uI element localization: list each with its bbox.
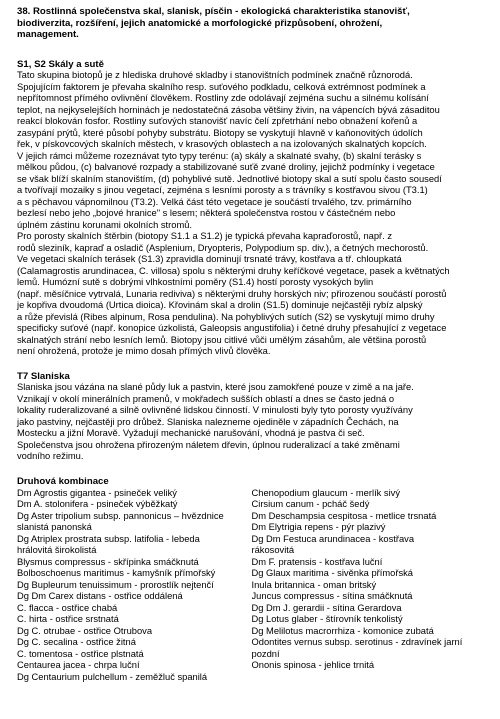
text-line: (Calamagrostis arundinacea, C. villosa) spolu s některými druhy keříčkové vegetace, pasek a květnatých (17, 265, 450, 276)
species-item: pozdní (251, 648, 280, 659)
species-item: Dg Lotus glaber - štírovník tenkolistý (251, 614, 403, 625)
text-line: (např. měsíčnice vytrvalá, Lunaria rediviva) s některými druhy horských niv; přirozenou součástí porostů (17, 288, 447, 299)
text-line: mělkou půdou, (c) balvanové rozpady a stabilizované suťě zvané droliny, jejichž podmínky i vegetace (17, 162, 435, 173)
text-line: bezlesí nebo jeho „bojové hranice" s lesem; některá společenstva rostou v částečném nebo (17, 208, 396, 219)
species-item: slanistá panonská (17, 522, 92, 533)
species-item: Dg Bupleurum tenuissimum - prorostlík nejtenčí (17, 579, 214, 590)
text-line: a tvořívají mozaiky s jinou vegetací, zejména s lesními porosty a s trávníky s kostřavou sivou (T3.1) (17, 185, 428, 196)
section-heading-rocks: S1, S2 Skály a sutě (17, 58, 104, 70)
text-line: lemů. Humózní sutě s dobrými vlhkostními poměry (S1.4) hostí porosty vysokých bylin (17, 277, 374, 288)
text-line: je kopřiva dvoudomá (Urtica dioica). Křovinám skal a drolin (S1.5) dominuje nejčastěji rybíz alpský (17, 300, 423, 311)
section-text-rocks (17, 70, 486, 358)
species-item: Odontites vernus subsp. serotinus - zdravínek jarní (251, 637, 463, 648)
text-line: a s pěchavou vápnomilnou (T3.2). Velká část této vegetace je součástí trvalého, tzv. primárního (17, 196, 412, 207)
species-item: Dg Melilotus macrorrhiza - komonice zubatá (251, 625, 434, 636)
text-line: Tato skupina biotopů je z hlediska druhové skladby i stanovištních podmínek značně různorodá. (17, 70, 413, 81)
spacer (17, 463, 486, 476)
species-item: Dm Deschampsia cespitosa - metlice trsnatá (251, 510, 437, 521)
title-line: management. (17, 29, 79, 41)
text-line: Ve vegetaci skalních terásek (S1.3) zpravidla dominují trsnaté trávy, kostřava a tř. chloupkatá (17, 254, 402, 265)
species-item: Dg Dm J. gerardii - sítina Gerardova (251, 602, 402, 613)
text-line: rodů sleziník, kapraď a osladič (Asplenium, Dryopteris, Polypodium sp. div.), a četných mechorostů. (17, 242, 429, 253)
species-item: Dg Centaurium pulchellum - zeměžluč spanilá (17, 671, 208, 682)
species-item: Dg C. secalina - ostřice žitná (17, 637, 136, 648)
species-item: Blysmus compressus - skřípinka smáčknutá (17, 556, 199, 567)
text-line: není ohrožená, protože je mimo dosah přímých vlivů člověka. (17, 346, 271, 357)
species-item: Inula britannica - oman britský (251, 579, 377, 590)
text-line: reakcí blokován fosfor. Rostliny suťových stanovišť navíc čelí zpřetrhání nebo obnažení kořenů a (17, 116, 418, 127)
text-line: Společenstva jsou ohrožena přirozeným náletem dřevin, úplnou ruderalizací a také změnami (17, 439, 400, 450)
species-heading: Druhová kombinace (17, 475, 109, 487)
species-item: Dm Agrostis gigantea - psineček veliký (17, 487, 177, 498)
species-item: Dm A. stolonifera - psineček výběžkatý (17, 499, 178, 510)
species-item: Dm F. pratensis - kostřava luční (251, 556, 383, 567)
text-line: teplot, na nejkyselejších horninách je nedostatečná zásoba většiny živin, na vápencích bývá zásaditou (17, 104, 440, 115)
species-item: Chenopodium glaucum - merlík sivý (251, 487, 401, 498)
text-line: úplném zástinu korunami okolních stromů. (17, 219, 193, 230)
text-line: skalnatých strání nebo lesních lemů. Biotopy jsou citlivé vůči umělým zásahům, ale většina porostů (17, 334, 427, 345)
species-item: Dg Dm Festuca arundinacea - kostřava (251, 533, 415, 544)
species-item: Cirsium canum - pcháč šedý (251, 499, 370, 510)
text-line: Spojujícím faktorem je převaha skalního resp. suťového podkladu, celková extrémnost podmínek a (17, 81, 426, 92)
species-item: C. flacca - ostřice chabá (17, 602, 118, 613)
text-line: a růže převislá (Ribes alpinum, Rosa pendulina). Na pohyblivých sutích (S2) se vyskytují mimo druhy (17, 311, 435, 322)
species-item: Dg Dm Carex distans - ostřice oddálená (17, 591, 183, 602)
text-line: lokality ruderalizované a silně ovlivněné lidskou činností. V minulosti byly tyto porosty využívány (17, 405, 413, 416)
species-column-right (252, 488, 487, 684)
section-heading-salt: T7 Slaniska (17, 370, 70, 382)
species-columns (17, 488, 486, 684)
species-item: Dg C. otrubae - ostřice Otrubova (17, 625, 153, 636)
title-line: biodiverzita, rozšíření, jejich anatomické a morfologické přizpůsobení, ohrožení, (17, 17, 383, 29)
species-column-left (17, 488, 252, 684)
spacer (17, 48, 486, 59)
species-item: hrálovitá širokolistá (17, 545, 97, 556)
species-item: Juncus compressus - sítina smáčknutá (251, 591, 413, 602)
text-line: Mostecku a jižní Moravě. Vyžadují mechanické narušování, vhodná je pastva či seč. (17, 428, 365, 439)
section-text-salt (17, 382, 486, 463)
species-item: Dg Atriplex prostrata subsp. latifolia - lebeda (17, 533, 200, 544)
species-item: Bolboschoenus maritimus - kamyšník přímořský (17, 568, 216, 579)
text-line: vodního režimu. (17, 451, 84, 462)
text-line: Vznikají v okolí minerálních pramenů, v mokřadech sušších oblastí a dnes se často jedná o (17, 393, 395, 404)
spacer (17, 358, 486, 371)
species-item: Ononis spinosa - jehlice trnitá (251, 660, 375, 671)
species-item: C. tomentosa - ostřice plstnatá (17, 648, 144, 659)
species-item: Centaurea jacea - chrpa luční (17, 660, 140, 671)
title-line: 38. Rostlinná společenstva skal, slanisk, písčin - ekologická charakteristika stanovišť, (17, 6, 410, 17)
text-line: V jejich rámci můžeme rozeznávat tyto typy terénu: (a) skály a skalnaté svahy, (b) skalní terásky s (17, 150, 422, 161)
text-line: řek, v pískovcových skalních městech, v krasových oblastech a na izolovaných skalnatých kopcích. (17, 139, 427, 150)
text-line: jako pastviny, nejčastěji pro drůbež. Slaniska nalezneme ojediněle v západních Čechách, na (17, 416, 399, 427)
text-line: Slaniska jsou vázána na slané půdy luk a pastvin, které jsou zamokřené pouze v zimě a na jaře. (17, 382, 414, 393)
text-line: nepřítomnost přímého ovlivnění člověkem. Rostliny zde odolávají zejména suchu a silnému kolísání (17, 93, 429, 104)
species-item: C. hirta - ostřice srstnatá (17, 614, 119, 625)
text-line: zasypání prýtů, které působí pohyby substrátu. Biotopy se vyskytují hlavně v kaňonovitých údolích (17, 127, 423, 138)
text-line: Pro porosty skalních štěrbin (biotopy S1.1 a S1.2) je typická převaha kapraďorostů, např. z (17, 231, 393, 242)
species-item: rákosovitá (251, 545, 295, 556)
document-title (17, 6, 486, 41)
species-item: Dg Glaux maritima - sivěnka přímořská (251, 568, 413, 579)
species-item: Dm Elytrigia repens - pýr plazivý (251, 522, 386, 533)
text-line: specificky suťové (např. konopice úzkolistá, Galeopsis angustifolia) i četné druhy přesahující z vegetace (17, 323, 447, 334)
species-item: Dg Aster tripolium subsp. pannonicus – hvězdnice (17, 510, 224, 521)
text-line: se však blíží skalním stanovištím, (d) pohyblivé sutě. Jednotlivé biotopy skal a sutí spolu často sousedí (17, 173, 442, 184)
